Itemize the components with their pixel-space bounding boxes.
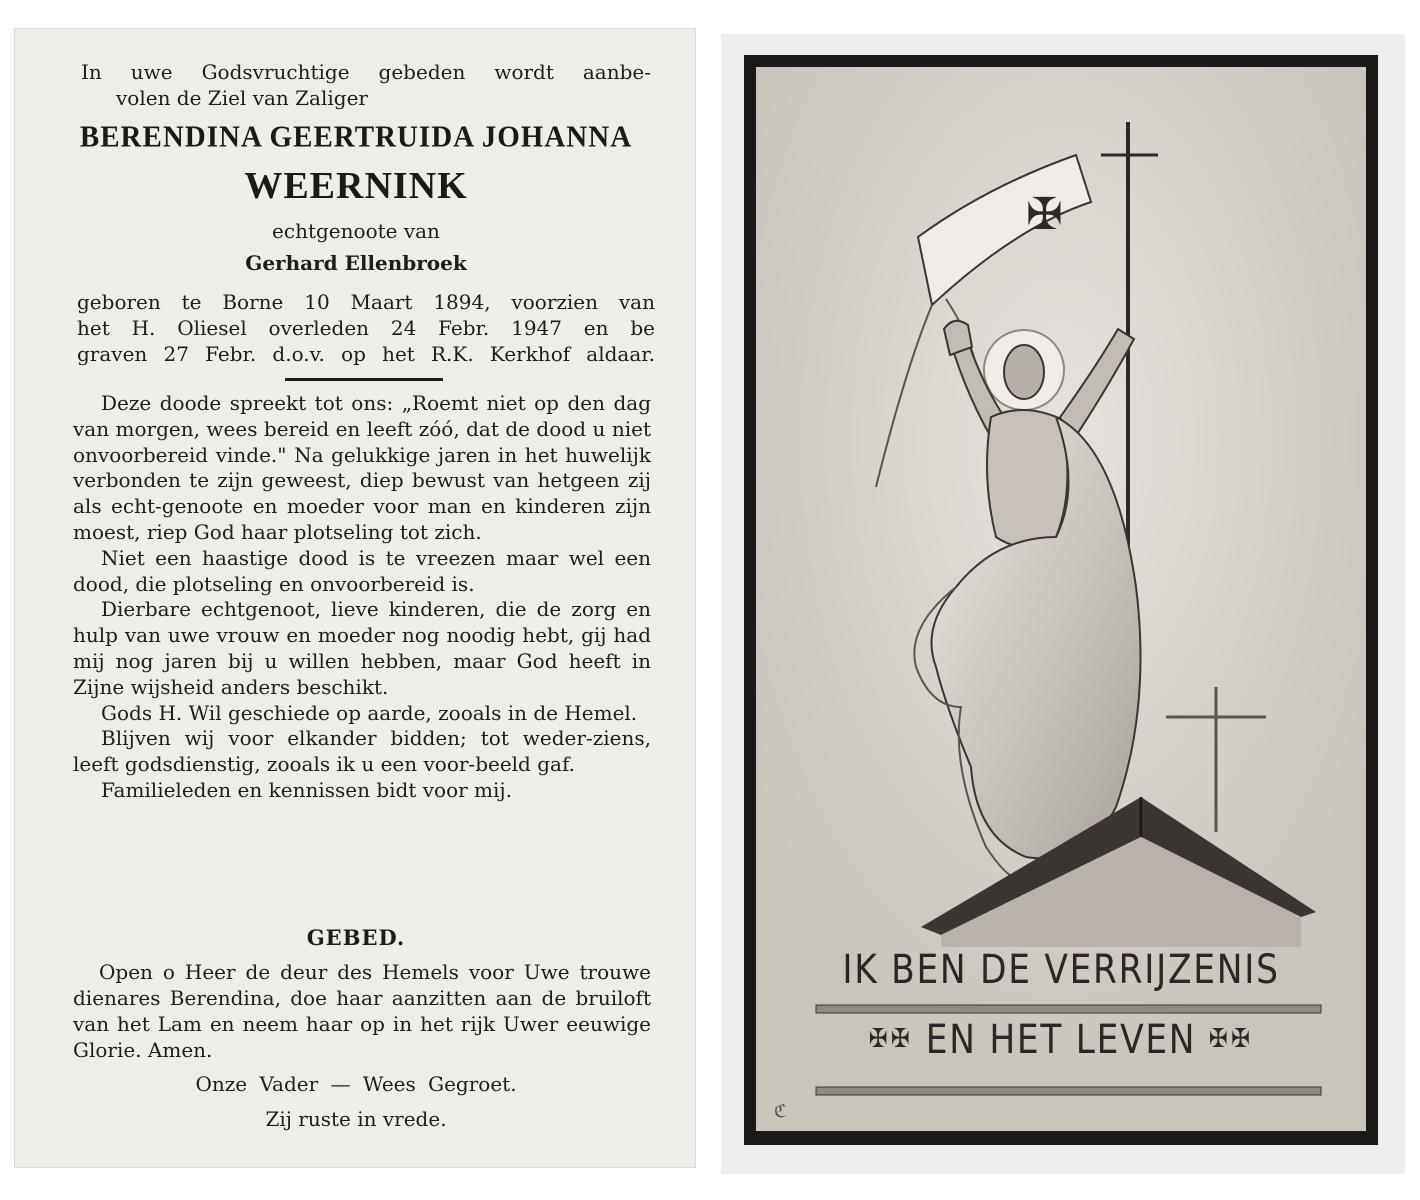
life-dates bbox=[77, 289, 655, 367]
spouse-name: Gerhard Ellenbroek bbox=[245, 251, 467, 275]
motto-rule-top bbox=[816, 1005, 1321, 1013]
divider-rule bbox=[285, 378, 443, 381]
paragraph: Blijven wij voor elkander bidden; tot weder-ziens, leeft godsdienstig, zooals ik u een voor-beeld gaf. bbox=[73, 726, 651, 777]
motto-rule-bottom bbox=[816, 1087, 1321, 1095]
paragraph: Deze doode spreekt tot ons: „Roemt niet op den dag van morgen, wees bereid en leeft zóó, dat de dood u niet onvoorbereid vinde." Na gelukkige jaren in het huwelijk verbonden te zijn geweest, diep bewust van hetgeen zij als echt-genoote en moeder voor man en kinderen zijn moest, riep God haar plotseling tot zich. bbox=[73, 391, 651, 544]
prayer-text: Open o Heer de deur des Hemels voor Uwe trouwe dienares Berendina, doe haar aanzitten aan de bruiloft van het Lam en neem haar op in het rijk Uwer eeuwige Glorie. Amen. bbox=[73, 960, 651, 1062]
prayer-title: GEBED. bbox=[306, 925, 406, 950]
dates-line-3: graven 27 Febr. d.o.v. op het R.K. Kerkhof aldaar. bbox=[77, 342, 655, 366]
black-mourning-border bbox=[744, 55, 1378, 1145]
intro-text bbox=[81, 59, 651, 111]
paragraph: Gods H. Wil geschiede op aarde, zooals in de Hemel. bbox=[101, 700, 638, 725]
closing-prayers: Onze Vader — Wees Gegroet. bbox=[195, 1072, 517, 1096]
memorial-text-card bbox=[14, 28, 696, 1168]
dates-line-2: het H. Oliesel overleden 24 Febr. 1947 en be bbox=[77, 316, 655, 340]
artist-monogram-icon: ℭ bbox=[774, 1101, 787, 1122]
christ-head bbox=[1004, 345, 1044, 399]
intro-line-2: volen de Ziel van Zaliger bbox=[116, 86, 368, 110]
torso bbox=[987, 410, 1067, 547]
motto-line-2-text: EN HET LEVEN bbox=[925, 1017, 1197, 1063]
rest-in-peace: Zij ruste in vrede. bbox=[265, 1107, 447, 1131]
memorial-image-card bbox=[721, 34, 1405, 1174]
paragraph: Niet een haastige dood is te vreezen maar wel een dood, die plotseling en onvoorbereid is. bbox=[73, 545, 651, 596]
deceased-given-names: BERENDINA GEERTRUIDA JOHANNA bbox=[79, 120, 633, 154]
motto-line-1: IK BEN DE VERRIJZENIS bbox=[842, 947, 1280, 993]
paragraph: Dierbare echtgenoot, lieve kinderen, die de zorg en hulp van uwe vrouw en moeder nog noodig hebt, gij had mij nog jaren bij u willen hebben, maar God heeft in Zijne wijsheid anders beschikt. bbox=[73, 597, 651, 699]
spouse-label: echtgenoote van bbox=[272, 219, 440, 243]
memorial-body bbox=[73, 391, 651, 804]
cross-ornament-left-icon: ✠✠ bbox=[868, 1024, 914, 1054]
banner-cross-icon: ✠ bbox=[1026, 189, 1063, 240]
cross-ornament-right-icon: ✠✠ bbox=[1208, 1024, 1254, 1054]
intro-line-1: In uwe Godsvruchtige gebeden wordt aanbe- bbox=[81, 60, 651, 84]
paragraph: Familieleden en kennissen bidt voor mij. bbox=[101, 777, 512, 802]
deceased-family-name: WEERNINK bbox=[244, 165, 468, 207]
prayer-body bbox=[73, 959, 651, 1063]
illustration-panel bbox=[756, 67, 1366, 1131]
motto-line-2 bbox=[799, 1017, 1324, 1063]
dates-line-1: geboren te Borne 10 Maart 1894, voorzien van bbox=[77, 290, 655, 314]
